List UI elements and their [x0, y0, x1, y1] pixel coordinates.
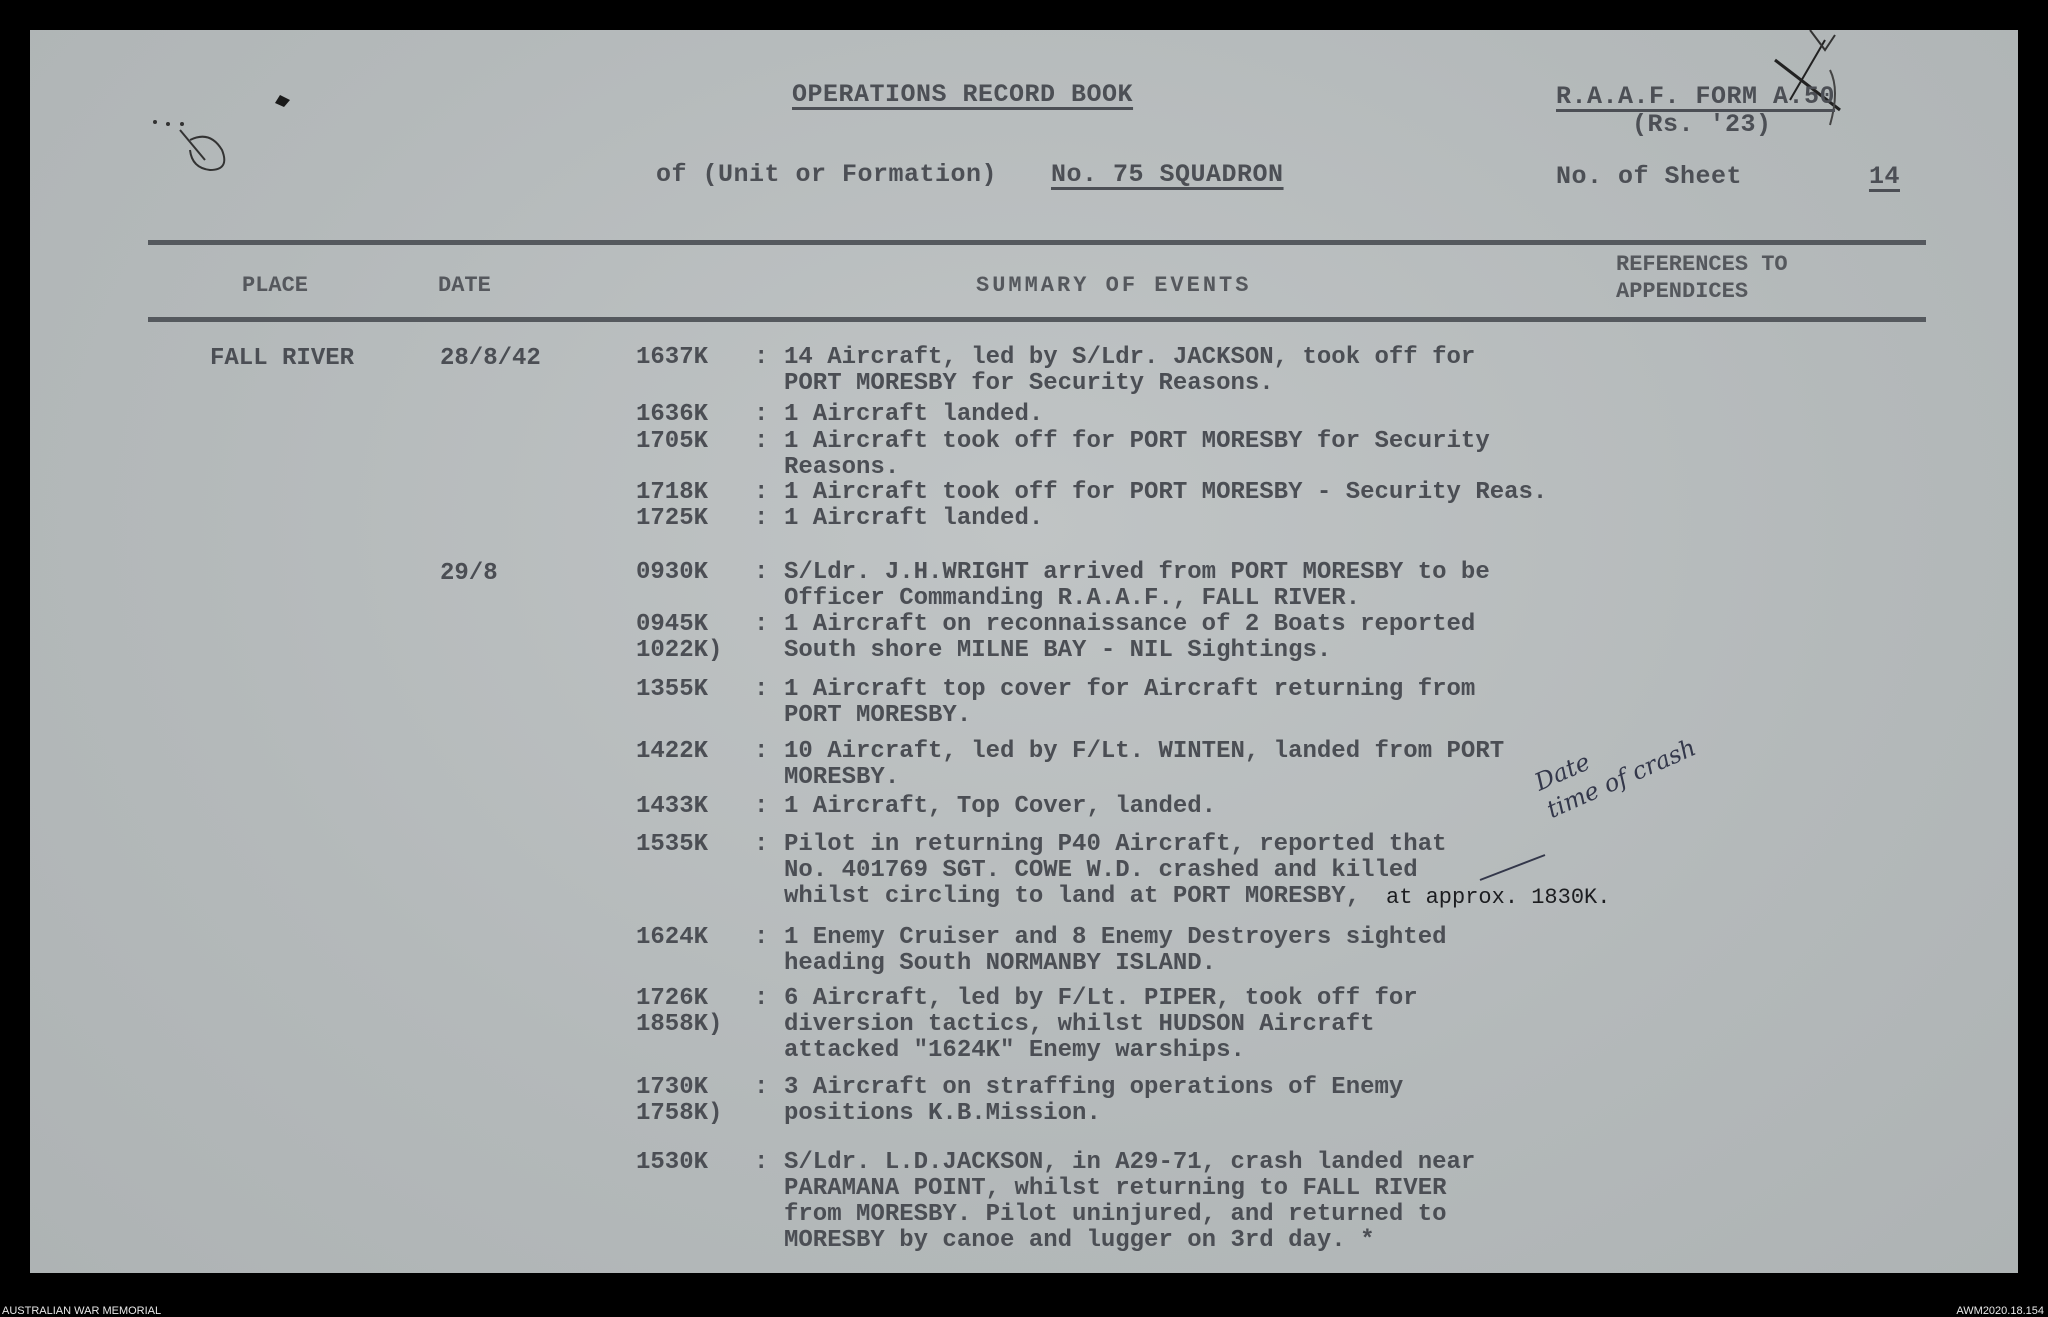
header-rule-bottom	[148, 317, 1926, 322]
event-time: 1718K	[636, 479, 709, 506]
record-sheet: OPERATIONS RECORD BOOK R.A.A.F. FORM A.50 (Rs. '23) of (Unit or Formation) No. 75 SQUADRON No. of Sheet 14 PLACE DATE SUMMARY OF EVENTS REFERENCES TO APPENDICES FALL RIVER 28/8/42 29/8 1637K : 14 Aircraft, led by S/Ldr. JACKSON, took off for PORT MORESBY for Security Reasons. 1636K : 1 Aircraft landed. 1705K : 1 Aircraft took off for PORT MORESBY for Security Reasons. 1718K : 1 Aircraft took off for PORT MORESBY - Security Reas. 1725K : 1 Aircraft landed. 0930K : S/Ldr. J.H.WRIGHT arrived from PORT MORESBY to be Officer Commanding R.A.A.F., FALL RIVER. 0945K 1022K) : 1 Aircraft on reconnaissance of 2 Boats reported South shore MILNE BAY - NIL Sightings. 1355K : 1 Aircraft top cover for Aircraft returning from PORT MORESBY. 1422K : 10 Aircraft, led by F/Lt. WINTEN, landed from PORT MORESBY. 1433K : 1 Aircraft, Top Cover, landed. 1535K : Pilot in returning P40 Aircraft, reported that No. 401769 SGT. COWE W.D. crashed and killed whilst circling to land at PORT MORESBY, 1624K : 1 Enemy Cruiser and 8 Enemy Destroyers sighted heading South NORMANBY ISLAND. 1726K 1858K) : 6 Aircraft, led by F/Lt. PIPER, took off for diversion tactics, whilst HUDSON Aircraft attacked "1624K" Enemy warships. 1730K 1758K) : 3 Aircraft on straffing operations of Enemy positions K.B.Mission. 1530K : S/Ldr. L.D.JACKSON, in A29-71, crash landed near PARAMANA POINT, whilst returning to FALL RIVER from MORESBY. Pilot uninjured, and returned to MORESBY by canoe and lugger on 3rd day. * at approx. 1830K. Date time of crash	[30, 30, 2018, 1273]
event-text: Pilot in returning P40 Aircraft, reported that No. 401769 SGT. COWE W.D. crashed and killed whilst circling to land at PORT MORESBY,	[784, 831, 1447, 910]
column-summary: SUMMARY OF EVENTS	[976, 273, 1252, 298]
document-title: OPERATIONS RECORD BOOK	[792, 80, 1134, 109]
event-text: 1 Aircraft landed.	[784, 401, 1044, 428]
typed-addition: at approx. 1830K.	[1386, 885, 1611, 910]
form-subreference: (Rs. '23)	[1632, 110, 1772, 139]
event-text: 10 Aircraft, led by F/Lt. WINTEN, landed from PORT MORESBY.	[784, 738, 1505, 791]
event-text: S/Ldr. J.H.WRIGHT arrived from PORT MORESBY to be Officer Commanding R.A.A.F., FALL RIVER.	[784, 559, 1490, 612]
event-time: 0945K 1022K)	[636, 611, 723, 664]
event-text: S/Ldr. L.D.JACKSON, in A29-71, crash landed near PARAMANA POINT, whilst returning to FALL RIVER from MORESBY. Pilot uninjured, and returned to MORESBY by canoe and lugger on 3rd day. *	[784, 1149, 1476, 1254]
event-text: 1 Enemy Cruiser and 8 Enemy Destroyers sighted heading South NORMANBY ISLAND.	[784, 924, 1447, 977]
event-text: 6 Aircraft, led by F/Lt. PIPER, took off for diversion tactics, whilst HUDSON Aircraft attacked "1624K" Enemy warships.	[784, 985, 1418, 1064]
event-text: 1 Aircraft, Top Cover, landed.	[784, 793, 1217, 820]
column-references-line1: REFERENCES TO	[1616, 252, 1788, 277]
event-time: 1637K	[636, 344, 709, 371]
event-time: 1730K 1758K)	[636, 1074, 723, 1127]
column-references-line2: APPENDICES	[1616, 279, 1749, 304]
archive-caption-left: AUSTRALIAN WAR MEMORIAL	[2, 1305, 162, 1317]
event-text: 1 Aircraft top cover for Aircraft returning from PORT MORESBY.	[784, 676, 1476, 729]
event-text: 14 Aircraft, led by S/Ldr. JACKSON, took off for PORT MORESBY for Security Reasons.	[784, 344, 1476, 397]
event-time: 1705K	[636, 428, 709, 455]
event-time: 1355K	[636, 676, 709, 703]
punch-hole-mark	[150, 70, 290, 180]
header-rule-top	[148, 240, 1926, 245]
form-reference: R.A.A.F. FORM A.50	[1556, 82, 1836, 111]
column-place: PLACE	[242, 273, 309, 298]
unit-label: of (Unit or Formation)	[656, 160, 998, 189]
place-cell: FALL RIVER	[210, 345, 355, 372]
sheet-number: 14	[1868, 162, 1900, 191]
event-text: 1 Aircraft took off for PORT MORESBY for Security Reasons.	[784, 428, 1490, 481]
event-time: 1422K	[636, 738, 709, 765]
event-text: 1 Aircraft landed.	[784, 505, 1044, 532]
event-time: 1636K	[636, 401, 709, 428]
archive-caption-right: AWM2020.18.154	[1956, 1305, 2044, 1317]
event-time: 1433K	[636, 793, 709, 820]
handwritten-note: Date time of crash	[1530, 733, 1701, 824]
event-time: 1535K	[636, 831, 709, 858]
event-time: 1726K 1858K)	[636, 985, 723, 1038]
event-time: 1624K	[636, 924, 709, 951]
sheet-label: No. of Sheet	[1556, 162, 1743, 191]
event-time: 1530K	[636, 1149, 709, 1176]
handwritten-pointer-line	[1470, 830, 1590, 900]
event-text: 1 Aircraft took off for PORT MORESBY - Security Reas.	[784, 479, 1548, 506]
unit-value: No. 75 SQUADRON	[1051, 160, 1284, 189]
date-cell: 28/8/42	[440, 345, 541, 372]
event-text: 1 Aircraft on reconnaissance of 2 Boats reported South shore MILNE BAY - NIL Sightings.	[784, 611, 1476, 664]
event-text: 3 Aircraft on straffing operations of Enemy positions K.B.Mission.	[784, 1074, 1404, 1127]
event-time: 1725K	[636, 505, 709, 532]
column-date: DATE	[438, 273, 491, 298]
date-cell: 29/8	[440, 560, 498, 587]
event-time: 0930K	[636, 559, 709, 586]
